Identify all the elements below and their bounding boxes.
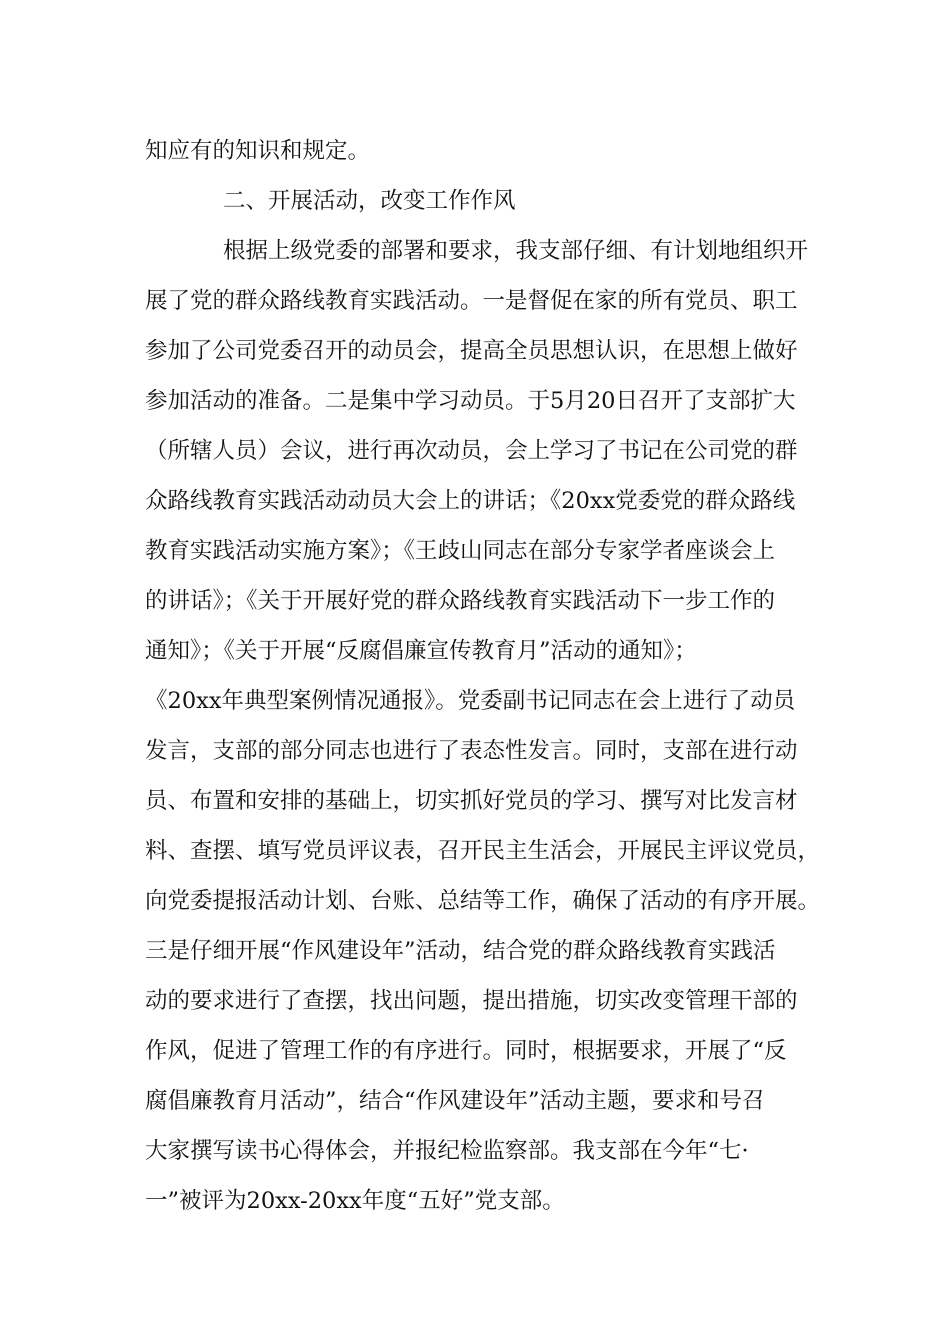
body-text-line: 大家撰写读书心得体会，并报纪检监察部。我支部在今年“七· <box>145 1138 749 1164</box>
body-text-line: 三是仔细开展“作风建设年”活动，结合党的群众路线教育实践活 <box>145 938 776 964</box>
body-text-line: 员、布置和安排的基础上，切实抓好党员的学习、撰写对比发言材 <box>145 788 798 814</box>
body-text-line: 知应有的知识和规定。 <box>145 138 371 164</box>
body-text-line: 发言，支部的部分同志也进行了表态性发言。同时，支部在进行动 <box>145 738 798 764</box>
body-text-line: 向党委提报活动计划、台账、总结等工作，确保了活动的有序开展。 <box>145 888 821 914</box>
body-text-line: 的讲话》；《关于开展好党的群众路线教育实践活动下一步工作的 <box>145 588 776 614</box>
section-heading: 二、开展活动，改变工作作风 <box>223 188 516 214</box>
paragraph-first-line: 根据上级党委的部署和要求，我支部仔细、有计划地组织开 <box>223 238 809 264</box>
body-text-line: 展了党的群众路线教育实践活动。一是督促在家的所有党员、职工 <box>145 288 798 314</box>
body-text-line: 通知》；《关于开展“反腐倡廉宣传教育月”活动的通知》； <box>145 638 697 664</box>
body-text-line: 腐倡廉教育月活动”，结合“作风建设年”活动主题，要求和号召 <box>145 1088 765 1114</box>
body-text-line: 料、查摆、填写党员评议表，召开民主生活会，开展民主评议党员， <box>145 838 821 864</box>
body-text-line: 参加了公司党委召开的动员会，提高全员思想认识，在思想上做好 <box>145 338 798 364</box>
body-text-line: 动的要求进行了查摆，找出问题，提出措施，切实改变管理干部的 <box>145 988 798 1014</box>
body-text-line: 作风，促进了管理工作的有序进行。同时，根据要求，开展了“反 <box>145 1038 787 1064</box>
body-text-line: 一”被评为20xx-20xx年度“五好”党支部。 <box>145 1188 565 1214</box>
body-text-line: （所辖人员）会议，进行再次动员，会上学习了书记在公司党的群 <box>145 438 798 464</box>
body-text-line: 众路线教育实践活动动员大会上的讲话；《20xx党委党的群众路线 <box>145 488 796 514</box>
body-text-line: 参加活动的准备。二是集中学习动员。于5月20日召开了支部扩大 <box>145 388 796 414</box>
body-text-line: 《20xx年典型案例情况通报》。党委副书记同志在会上进行了动员 <box>145 688 796 714</box>
body-text-line: 教育实践活动实施方案》；《王歧山同志在部分专家学者座谈会上 <box>145 538 776 564</box>
